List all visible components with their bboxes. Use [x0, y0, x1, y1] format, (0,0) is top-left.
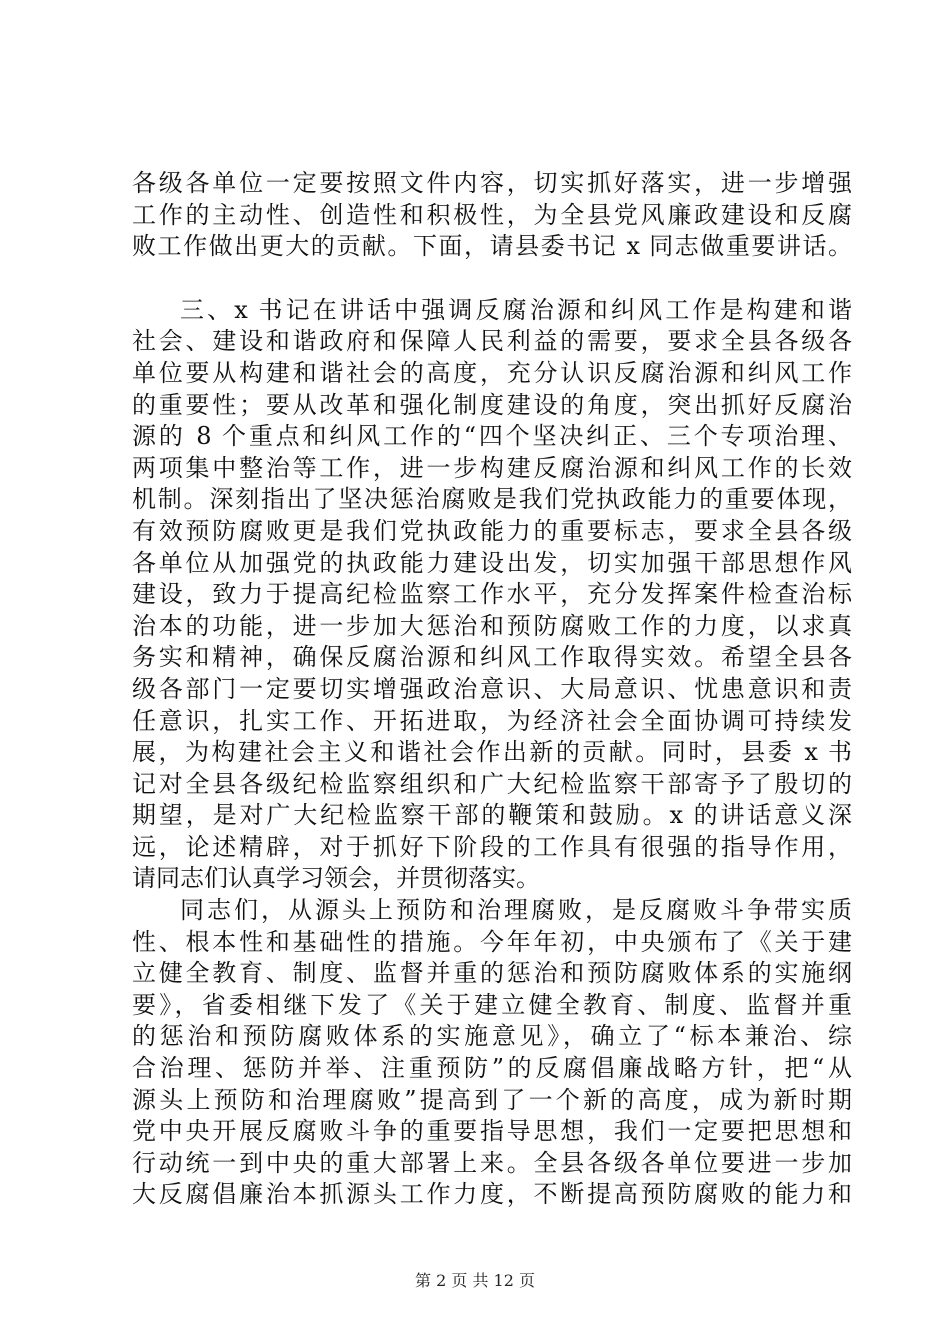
text-line: 工作的主动性、创造性和积极性，为全县党风廉政建设和反腐	[132, 200, 852, 229]
text-line: 源头上预防和治理腐败”提高到了一个新的高度，成为新时期	[132, 1085, 852, 1114]
text-line: 的惩治和预防腐败体系的实施意见》，确立了“标本兼治、综	[132, 1022, 852, 1051]
text-line: 大反腐倡廉治本抓源头工作力度，不断提高预防腐败的能力和	[132, 1180, 852, 1209]
paragraph-1	[132, 168, 852, 263]
text-line: 任意识，扎实工作、开拓进取，为经济社会全面协调可持续发	[132, 706, 852, 735]
text-line: 党中央开展反腐败斗争的重要指导思想，我们一定要把思想和	[132, 1117, 852, 1146]
text-line: 务实和精神，确保反腐治源和纠风工作取得实效。希望全县各	[132, 643, 852, 672]
text-line: 记对全县各级纪检监察组织和广大纪检监察干部寄予了殷切的	[132, 769, 852, 798]
text-line: 请同志们认真学习领会，并贯彻落实。	[132, 864, 540, 893]
paragraph-gap	[132, 263, 852, 295]
text-line: 机制。深刻指出了坚决惩治腐败是我们党执政能力的重要体现，	[132, 485, 852, 514]
text-line: 各单位从加强党的执政能力建设出发，切实加强干部思想作风	[132, 548, 852, 577]
text-line: 单位要从构建和谐社会的高度，充分认识反腐治源和纠风工作	[132, 358, 852, 387]
document-body	[132, 168, 852, 1211]
text-line: 远，论述精辟，对于抓好下阶段的工作具有很强的指导作用，	[132, 832, 852, 861]
text-line: 的重要性；要从改革和强化制度建设的角度，突出抓好反腐治	[132, 390, 852, 419]
text-line: 期望，是对广大纪检监察干部的鞭策和鼓励。x 的讲话意义深	[132, 801, 852, 830]
text-line: 同志们，从源头上预防和治理腐败，是反腐败斗争带实质	[180, 896, 852, 925]
text-line: 三、x 书记在讲话中强调反腐治源和纠风工作是构建和谐	[180, 295, 852, 324]
text-line: 败工作做出更大的贡献。下面，请县委书记 x 同志做重要讲话。	[132, 232, 852, 261]
text-line: 社会、建设和谐政府和保障人民利益的需要，要求全县各级各	[132, 327, 852, 356]
text-line: 展，为构建社会主义和谐社会作出新的贡献。同时，县委 x 书	[132, 738, 852, 767]
text-line: 建设，致力于提高纪检监察工作水平，充分发挥案件检查治标	[132, 580, 852, 609]
page-number-footer: 第 2 页 共 12 页	[415, 1271, 535, 1290]
text-line: 源的 8 个重点和纠风工作的“四个坚决纠正、三个专项治理、	[132, 422, 852, 451]
paragraph-2	[132, 295, 852, 895]
text-line: 有效预防腐败更是我们党执政能力的重要标志，要求全县各级	[132, 516, 852, 545]
text-line: 行动统一到中央的重大部署上来。全县各级各单位要进一步加	[132, 1148, 852, 1177]
text-line: 级各部门一定要切实增强政治意识、大局意识、忧患意识和责	[132, 674, 852, 703]
text-line: 立健全教育、制度、监督并重的惩治和预防腐败体系的实施纲	[132, 959, 852, 988]
text-line: 各级各单位一定要按照文件内容，切实抓好落实，进一步增强	[132, 169, 852, 197]
text-line: 性、根本性和基础性的措施。今年年初，中央颁布了《关于建	[132, 927, 852, 956]
text-line: 治本的功能，进一步加大惩治和预防腐败工作的力度，以求真	[132, 611, 852, 640]
text-line: 要》，省委相继下发了《关于建立健全教育、制度、监督并重	[132, 990, 852, 1019]
text-line: 两项集中整治等工作，进一步构建反腐治源和纠风工作的长效	[132, 453, 852, 482]
text-line: 合治理、惩防并举、注重预防”的反腐倡廉战略方针，把“从	[132, 1054, 852, 1083]
paragraph-3	[132, 895, 852, 1211]
